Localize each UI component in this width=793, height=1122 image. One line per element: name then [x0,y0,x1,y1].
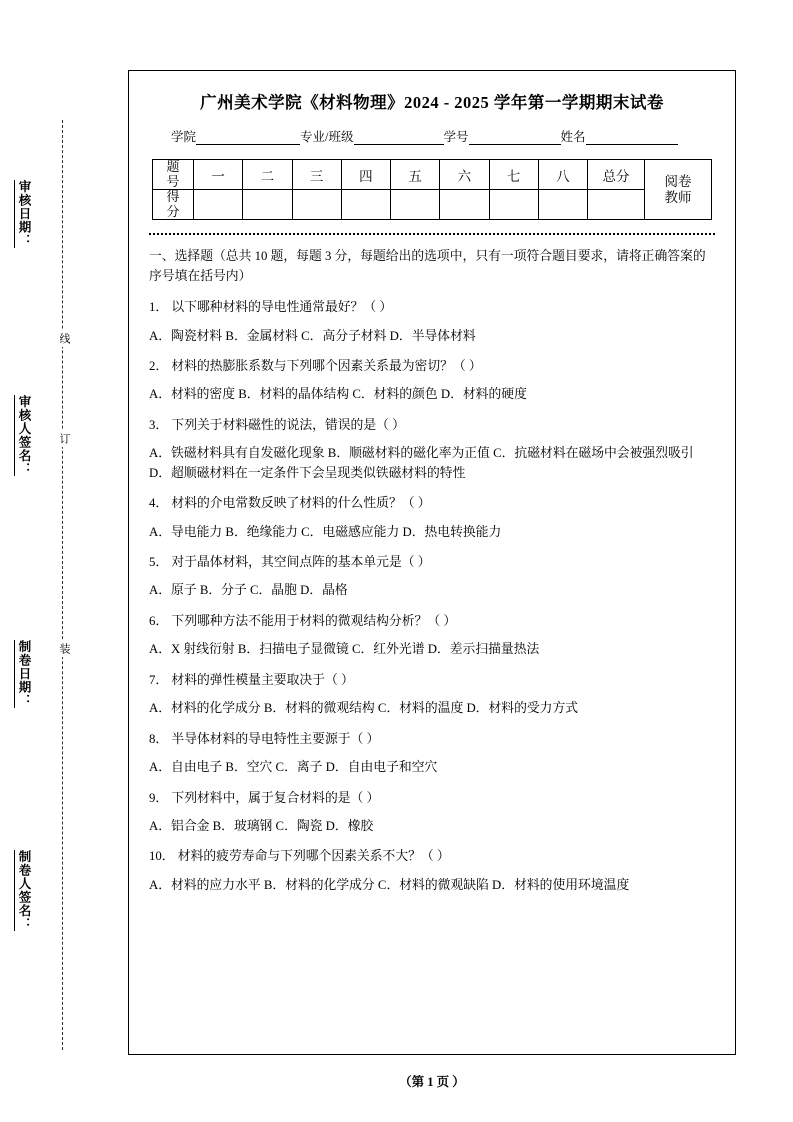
score-col-total: 总分 [588,160,645,190]
field-college-label: 学院 [171,130,197,144]
field-major-class-input[interactable] [354,130,444,145]
margin-field-label: 制卷日期： [14,640,33,708]
field-name-label: 姓名 [560,130,586,144]
question-options: A．铝合金 B．玻璃钢 C．陶瓷 D．橡胶 [149,818,374,833]
fold-mark-xian: 线 [56,330,72,347]
score-row-label-line2: 号 [166,173,180,189]
score-col-7: 七 [489,160,538,190]
question-content [149,247,715,895]
question-options: A．X 射线衍射 B．扫描电子显微镜 C．红外光谱 D．差示扫描量热法 [149,642,540,657]
field-student-id [444,127,561,145]
question-stem: 10． 材料的疲劳寿命与下列哪个因素关系不大？（ ） [149,849,450,864]
question-options: A．陶瓷材料 B．金属材料 C．高分子材料 D．半导体材料 [149,328,476,343]
table-row-scores [153,190,712,220]
teacher-label-line2: 教师 [664,189,692,205]
field-college-input[interactable] [196,130,300,145]
score-cell-6[interactable] [440,190,489,220]
question-stem: 6． 下列哪种方法不能用于材料的微观结构分析？（ ） [149,613,457,628]
field-student-id-input[interactable] [469,130,561,145]
score-col-2: 二 [243,160,292,190]
score-row-label-line2: 分 [166,203,180,219]
question-stem: 9． 下列材料中，属于复合材料的是（ ） [149,790,380,805]
score-col-4: 四 [341,160,390,190]
score-cell-5[interactable] [391,190,440,220]
score-cell-4[interactable] [341,190,390,220]
question-stem: 7． 材料的弹性模量主要取决于（ ） [149,672,354,687]
margin-field-auditor-signature [14,395,33,481]
score-row-label-line1: 得 [166,189,180,205]
score-col-1: 一 [194,160,243,190]
binding-margin [0,0,128,1122]
margin-field-label: 审核人签名： [14,395,33,476]
question-options: A．铁磁材料具有自发磁化现象 B．顺磁材料的磁化率为正值 C．抗磁材料在磁场中会被强烈吸引 D．超顺磁材料在一定条件下会呈现类似铁磁材料的特性 [149,446,694,480]
question-stem: 5． 对于晶体材料，其空间点阵的基本单元是（ ） [149,555,431,569]
field-name-input[interactable] [586,130,678,145]
question-stem: 8． 半导体材料的导电特性主要源于（ ） [149,731,380,746]
page-title: 广州美术学院《材料物理》2024 - 2025 学年第一学期期末试卷 [200,93,664,112]
question-options: A．材料的密度 B．材料的晶体结构 C．材料的颜色 D．材料的硬度 [149,387,527,402]
question-stem: 4． 材料的介电常数反映了材料的什么性质？（ ） [149,496,431,511]
score-col-5: 五 [391,160,440,190]
section-divider [149,233,715,235]
margin-field-audit-date [14,180,33,253]
fold-mark-ding: 订 [56,430,72,447]
score-row-label-line1: 题 [166,159,180,174]
score-table-row-header-score [153,190,194,220]
question-stem: 1． 以下哪种材料的导电性通常最好？（ ） [149,300,393,315]
field-major-class [300,127,443,145]
score-cell-total[interactable] [588,190,645,220]
score-table-row-header-question [153,160,194,190]
fold-mark-zhuang: 装 [56,640,72,657]
teacher-label-line1: 阅卷 [664,174,692,190]
score-cell-3[interactable] [292,190,341,220]
question-options: A．材料的应力水平 B．材料的化学成分 C．材料的微观缺陷 D．材料的使用环境温度 [149,877,630,892]
question-stem: 3． 下列关于材料磁性的说法，错误的是（ ） [149,417,405,432]
margin-dashed-line [62,120,63,1050]
score-col-teacher [645,160,712,220]
margin-field-printer-signature [14,850,33,936]
score-cell-7[interactable] [489,190,538,220]
field-major-class-label: 专业/班级 [300,130,354,144]
score-table [152,159,712,220]
field-college [171,127,300,145]
score-cell-2[interactable] [243,190,292,220]
field-name [561,127,678,145]
score-cell-8[interactable] [538,190,587,220]
question-options: A．材料的化学成分 B．材料的微观结构 C．材料的温度 D．材料的受力方式 [149,701,579,716]
score-col-6: 六 [440,160,489,190]
question-options: A．导电能力 B．绝缘能力 C．电磁感应能力 D．热电转换能力 [149,524,502,539]
page-number: （第 1 页 ） [399,1075,465,1089]
field-student-id-label: 学号 [443,130,469,144]
score-col-3: 三 [292,160,341,190]
margin-field-print-date [14,640,33,713]
question-stem: 2． 材料的热膨胀系数与下列哪个因素关系最为密切？（ ） [149,358,482,373]
section-heading: 一、选择题（总共 10 题，每题 3 分，每题给出的选项中，只有一项符合题目要求，请将正确答案的序号填在括号内） [149,249,706,283]
margin-field-label: 审核日期： [14,180,33,248]
score-col-8: 八 [538,160,587,190]
student-info-row [149,127,715,145]
exam-paper [128,70,736,1089]
margin-field-label: 制卷人签名： [14,850,33,931]
question-options: A．原子 B．分子 C．晶胞 D．晶格 [149,583,348,598]
table-row-question-numbers [153,160,712,190]
score-cell-1[interactable] [194,190,243,220]
question-options: A．自由电子 B．空穴 C．离子 D．自由电子和空穴 [149,760,438,775]
